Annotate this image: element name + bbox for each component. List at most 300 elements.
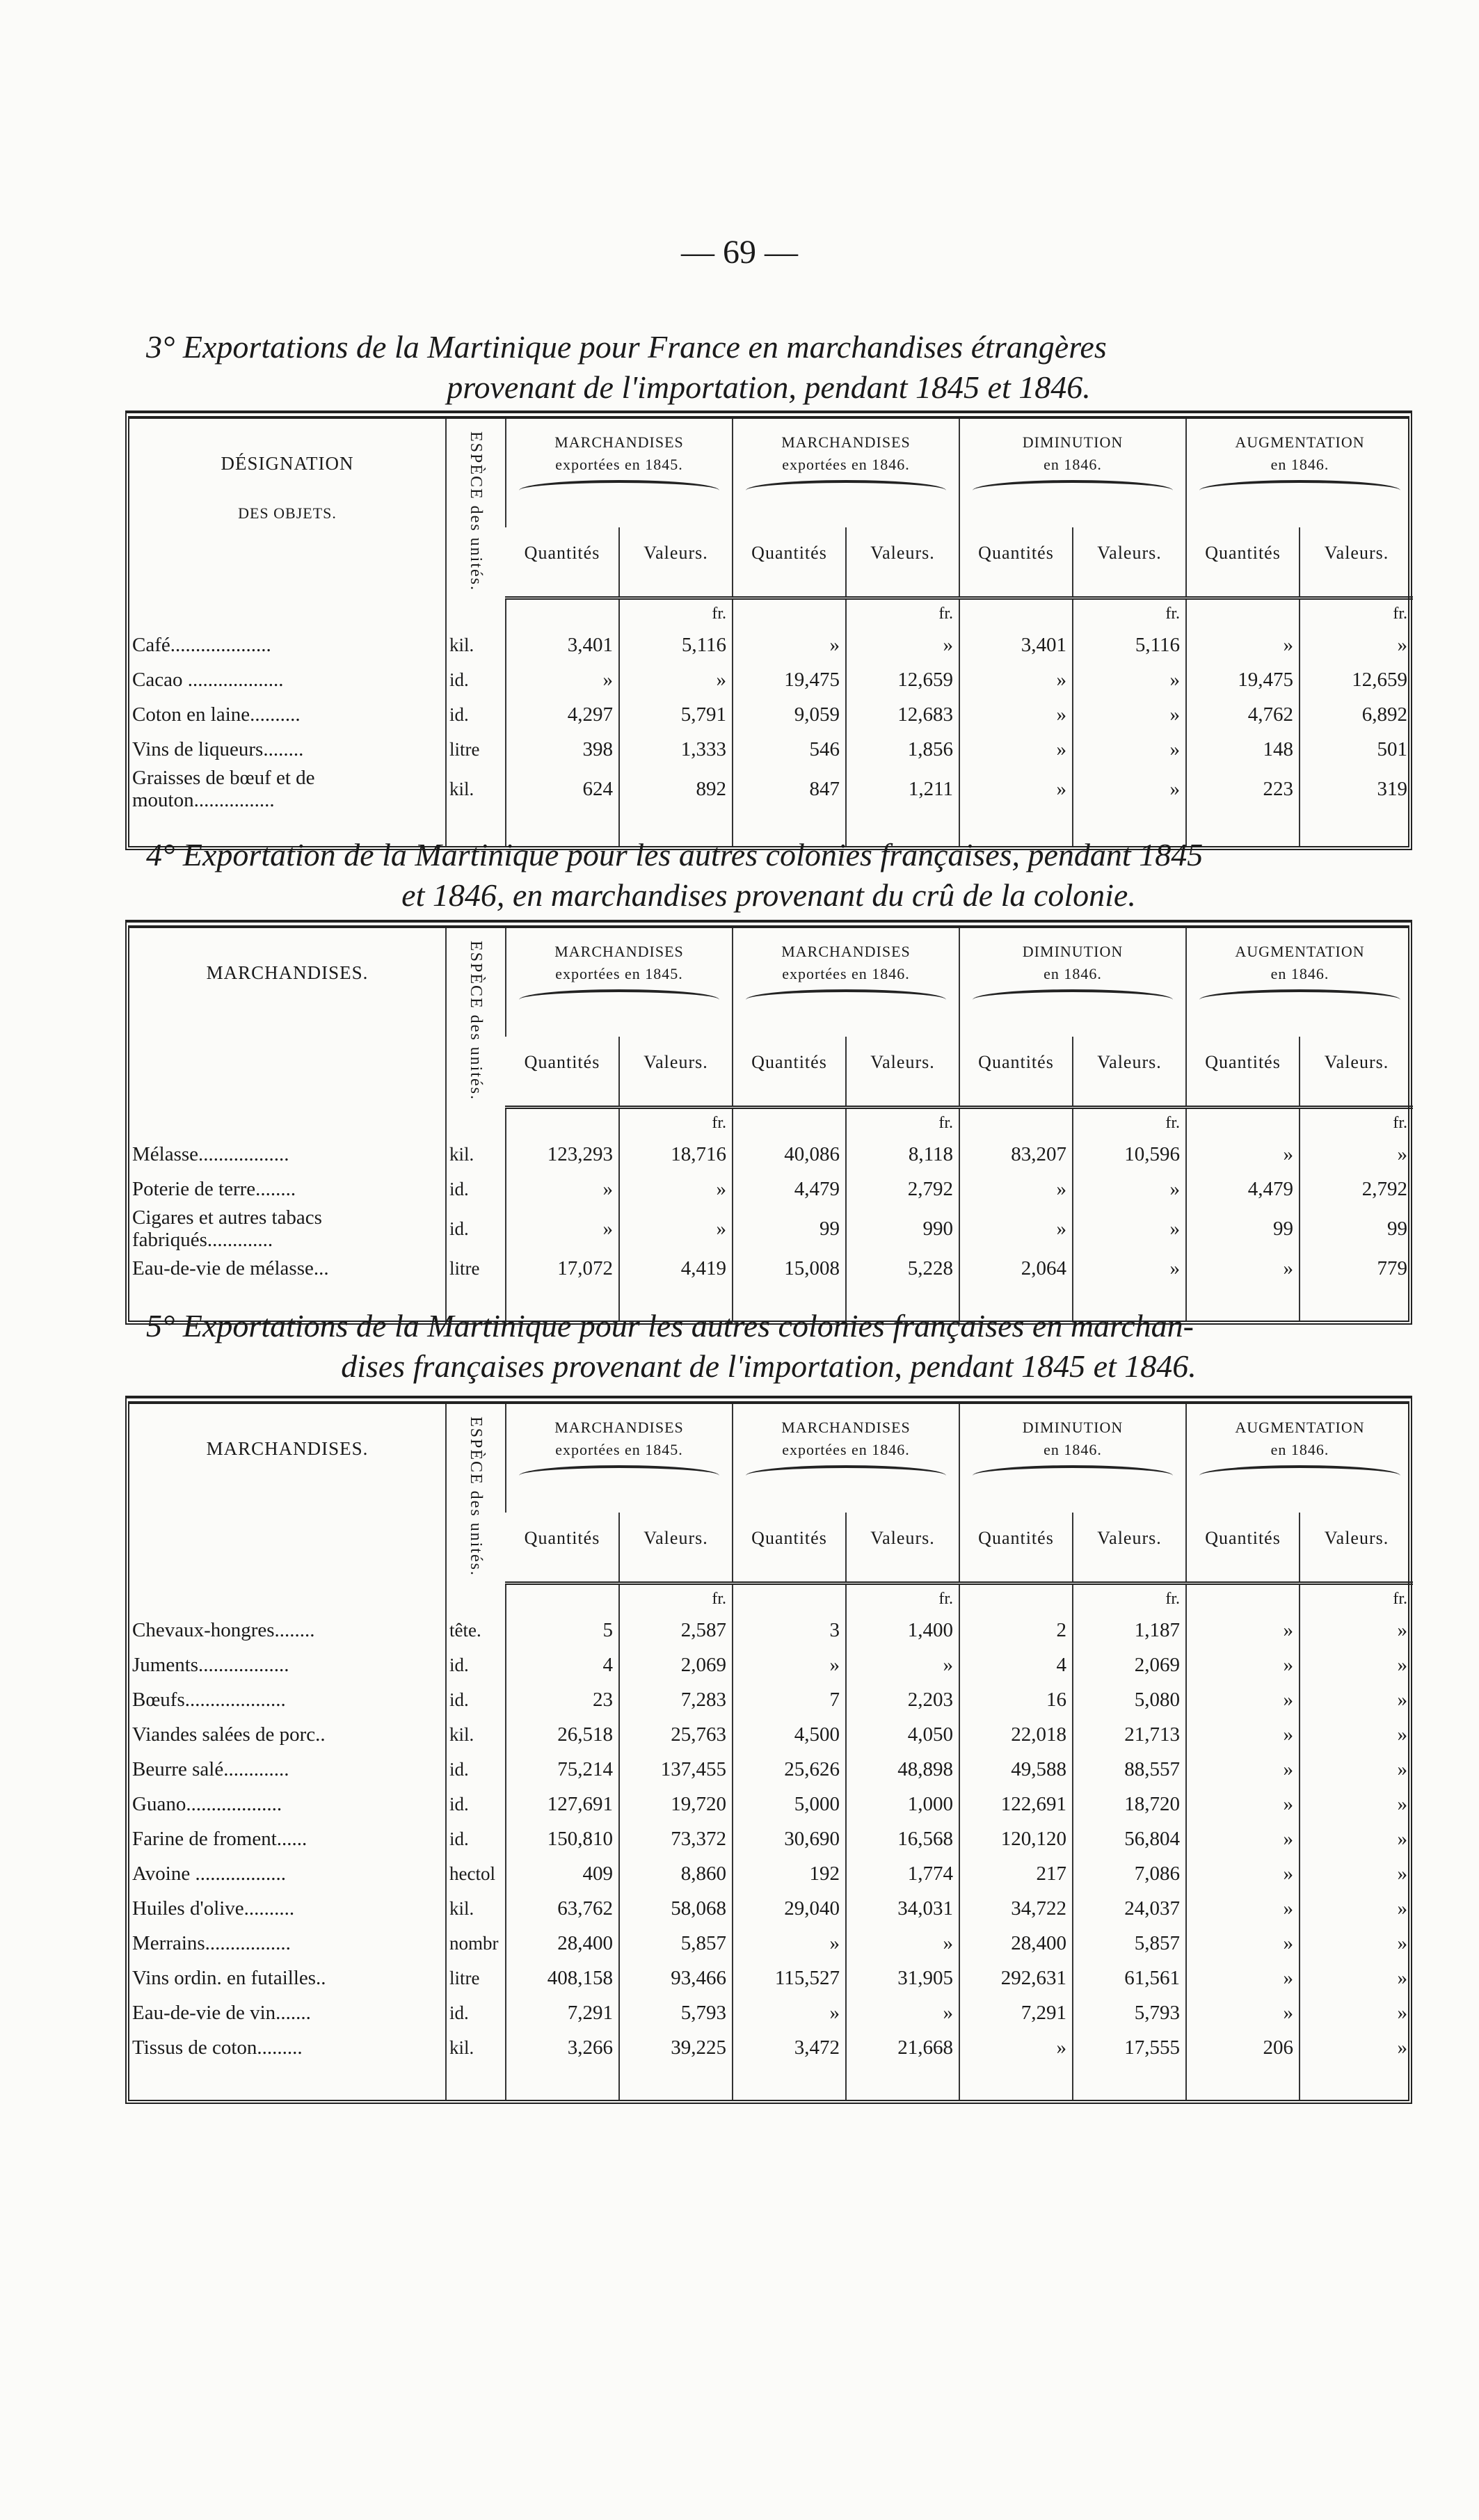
value-cell: 8,860 (619, 1856, 733, 1891)
franc-label: fr. (619, 1583, 733, 1613)
unit-cell: litre (446, 1251, 506, 1286)
franc-label: fr. (1073, 1583, 1186, 1613)
value-cell: 29,040 (733, 1891, 846, 1926)
unit-cell: id. (446, 1682, 506, 1717)
table-row (129, 732, 1413, 767)
value-cell: 5,793 (619, 1995, 733, 2030)
value-cell: 223 (1186, 767, 1300, 811)
value-cell: 501 (1300, 732, 1413, 767)
table-row (129, 1961, 1413, 1995)
unit-cell: tête. (446, 1613, 506, 1648)
value-cell: 2,587 (619, 1613, 733, 1648)
table-row (129, 1251, 1413, 1286)
value-cell: 19,475 (733, 662, 846, 697)
table-row (129, 1206, 1413, 1251)
value-cell: 3,472 (733, 2030, 846, 2065)
value-cell: » (733, 1995, 846, 2030)
value-cell: 63,762 (506, 1891, 619, 1926)
heading-line-1: 5° Exportations de la Martinique pour les autres colonies françaises en marchan- (146, 1308, 1194, 1343)
franc-label: fr. (846, 1583, 959, 1613)
value-cell: 4,297 (506, 697, 619, 732)
heading-line-2: provenant de l'importation, pendant 1845 et 1846. (447, 369, 1091, 405)
value-cell: » (846, 1926, 959, 1961)
value-cell: » (1073, 767, 1186, 811)
value-cell: 7,291 (959, 1995, 1073, 2030)
unit-cell: kil. (446, 1891, 506, 1926)
franc-label: fr. (1073, 598, 1186, 628)
value-cell: 5 (506, 1613, 619, 1648)
value-cell: 4 (506, 1648, 619, 1682)
item-name: Beurre salé............. (132, 1757, 289, 1780)
table-row (129, 1891, 1413, 1926)
value-cell: 19,720 (619, 1787, 733, 1821)
franc-label: fr. (846, 1107, 959, 1137)
value-cell: » (1300, 1961, 1413, 1995)
value-cell: 2,203 (846, 1682, 959, 1717)
value-cell: 12,683 (846, 697, 959, 732)
item-name: Cigares et autres tabacs fabriqués............. (132, 1206, 322, 1251)
value-header: Valeurs. (846, 527, 959, 598)
item-name: Avoine .................. (132, 1862, 286, 1885)
franc-label: fr. (619, 1107, 733, 1137)
value-cell: » (846, 1648, 959, 1682)
value-cell: 3,401 (959, 628, 1073, 662)
quantity-header: Quantités (733, 527, 846, 598)
table-row (129, 1787, 1413, 1821)
brace-icon (973, 1465, 1173, 1486)
unit-cell: id. (446, 1752, 506, 1787)
value-cell: » (1073, 1251, 1186, 1286)
table-row (129, 1682, 1413, 1717)
value-cell: 4,500 (733, 1717, 846, 1752)
value-header: Valeurs. (846, 1513, 959, 1583)
value-cell: 26,518 (506, 1717, 619, 1752)
value-header: Valeurs. (619, 1513, 733, 1583)
value-cell: » (1186, 1137, 1300, 1172)
item-name: Bœufs.................... (132, 1688, 286, 1711)
quantity-header: Quantités (506, 1513, 619, 1583)
table-row (129, 1752, 1413, 1787)
value-cell: 4,050 (846, 1717, 959, 1752)
value-cell: 40,086 (733, 1137, 846, 1172)
value-cell: » (1300, 1613, 1413, 1648)
value-cell: 28,400 (506, 1926, 619, 1961)
value-cell: 19,475 (1186, 662, 1300, 697)
value-cell: » (733, 1648, 846, 1682)
quantity-header: Quantités (1186, 1513, 1300, 1583)
franc-label: fr. (1300, 1583, 1413, 1613)
franc-label: fr. (1073, 1107, 1186, 1137)
value-cell: 7,086 (1073, 1856, 1186, 1891)
quantity-header: Quantités (959, 527, 1073, 598)
value-cell: 4,479 (1186, 1172, 1300, 1206)
group-header: AUGMENTATION en 1846. (1186, 1404, 1413, 1513)
value-cell: 319 (1300, 767, 1413, 811)
value-cell: 16,568 (846, 1821, 959, 1856)
value-cell: 2,792 (846, 1172, 959, 1206)
item-name: Vins ordin. en futailles.. (132, 1966, 326, 1989)
item-name: Poterie de terre........ (132, 1177, 296, 1200)
value-cell: » (1300, 1821, 1413, 1856)
unit-cell: hectol (446, 1856, 506, 1891)
value-cell: 88,557 (1073, 1752, 1186, 1787)
value-cell: 17,072 (506, 1251, 619, 1286)
value-cell: » (1300, 1995, 1413, 2030)
franc-label: fr. (1300, 598, 1413, 628)
table-row (129, 1926, 1413, 1961)
value-header: Valeurs. (1073, 1513, 1186, 1583)
section-heading (125, 327, 1412, 408)
group-header: DIMINUTION en 1846. (959, 928, 1186, 1037)
value-cell: 15,008 (733, 1251, 846, 1286)
value-cell: » (619, 1206, 733, 1251)
brace-icon (1199, 989, 1400, 1010)
value-cell: 4,479 (733, 1172, 846, 1206)
value-cell: » (1300, 1717, 1413, 1752)
unit-cell: kil. (446, 628, 506, 662)
item-name: Viandes salées de porc.. (132, 1723, 326, 1746)
value-cell: » (1186, 1787, 1300, 1821)
value-cell: 990 (846, 1206, 959, 1251)
value-header: Valeurs. (1300, 527, 1413, 598)
quantity-header: Quantités (506, 527, 619, 598)
value-cell: 122,691 (959, 1787, 1073, 1821)
export-table (125, 410, 1412, 850)
group-header: MARCHANDISES exportées en 1845. (506, 419, 733, 527)
value-cell: 25,626 (733, 1752, 846, 1787)
value-cell: 123,293 (506, 1137, 619, 1172)
value-cell: » (1186, 1891, 1300, 1926)
value-cell: 99 (1300, 1206, 1413, 1251)
value-cell: 4,419 (619, 1251, 733, 1286)
item-name: Chevaux-hongres........ (132, 1618, 315, 1641)
table-row (129, 1648, 1413, 1682)
value-cell: 18,716 (619, 1137, 733, 1172)
item-name: Mélasse.................. (132, 1142, 289, 1165)
export-table (125, 1396, 1412, 2104)
value-cell: 9,059 (733, 697, 846, 732)
unit-cell: id. (446, 1821, 506, 1856)
value-cell: » (1186, 1648, 1300, 1682)
group-header: MARCHANDISES exportées en 1846. (733, 419, 959, 527)
value-cell: 2,792 (1300, 1172, 1413, 1206)
table-row (129, 1172, 1413, 1206)
section-heading (125, 1306, 1412, 1387)
value-cell: » (1186, 628, 1300, 662)
value-cell: 49,588 (959, 1752, 1073, 1787)
value-cell: 2 (959, 1613, 1073, 1648)
value-cell: » (959, 1206, 1073, 1251)
brace-icon (746, 1465, 946, 1486)
value-cell: 34,031 (846, 1891, 959, 1926)
value-cell: 4,762 (1186, 697, 1300, 732)
value-cell: » (846, 1995, 959, 2030)
quantity-header: Quantités (733, 1037, 846, 1107)
heading-line-2: dises françaises provenant de l'importation, pendant 1845 et 1846. (341, 1348, 1197, 1384)
value-cell: 48,898 (846, 1752, 959, 1787)
value-cell: 7 (733, 1682, 846, 1717)
value-cell: » (1186, 1926, 1300, 1961)
quantity-header: Quantités (959, 1513, 1073, 1583)
brace-icon (746, 480, 946, 501)
value-cell: 99 (1186, 1206, 1300, 1251)
value-cell: 5,857 (1073, 1926, 1186, 1961)
value-cell: 6,892 (1300, 697, 1413, 732)
table-row (129, 697, 1413, 732)
value-cell: » (1073, 662, 1186, 697)
value-cell: 8,118 (846, 1137, 959, 1172)
table-row (129, 1137, 1413, 1172)
unit-cell: id. (446, 662, 506, 697)
section-heading (125, 835, 1412, 916)
value-cell: » (1300, 1682, 1413, 1717)
value-cell: » (1300, 1752, 1413, 1787)
value-cell: » (1300, 1891, 1413, 1926)
value-cell: 12,659 (1300, 662, 1413, 697)
quantity-header: Quantités (1186, 527, 1300, 598)
value-cell: » (1186, 1717, 1300, 1752)
value-cell: 192 (733, 1856, 846, 1891)
value-header: Valeurs. (1073, 1037, 1186, 1107)
value-cell: 5,080 (1073, 1682, 1186, 1717)
unit-cell: kil. (446, 1717, 506, 1752)
value-cell: » (1186, 1995, 1300, 2030)
table-row (129, 1821, 1413, 1856)
value-cell: » (1186, 1682, 1300, 1717)
brace-icon (1199, 1465, 1400, 1486)
unit-cell: kil. (446, 2030, 506, 2065)
quantity-header: Quantités (506, 1037, 619, 1107)
value-cell: 12,659 (846, 662, 959, 697)
item-name: Huiles d'olive.......... (132, 1897, 295, 1920)
group-header: AUGMENTATION en 1846. (1186, 419, 1413, 527)
item-name: Guano................... (132, 1792, 282, 1815)
value-cell: 18,720 (1073, 1787, 1186, 1821)
unit-header: ESPÈCE des unités. (446, 419, 506, 598)
value-cell: » (733, 1926, 846, 1961)
value-cell: » (1186, 1752, 1300, 1787)
group-header: DIMINUTION en 1846. (959, 419, 1186, 527)
value-cell: 61,561 (1073, 1961, 1186, 1995)
value-cell: » (733, 628, 846, 662)
value-cell: 21,713 (1073, 1717, 1186, 1752)
table-row (129, 1613, 1413, 1648)
value-cell: » (959, 697, 1073, 732)
value-cell: » (1300, 1926, 1413, 1961)
value-cell: » (959, 662, 1073, 697)
value-cell: 5,116 (1073, 628, 1186, 662)
value-cell: 847 (733, 767, 846, 811)
first-column-header: MARCHANDISES. (206, 1438, 369, 1459)
table-row (129, 767, 1413, 811)
value-cell: 58,068 (619, 1891, 733, 1926)
value-cell: » (1186, 1613, 1300, 1648)
value-cell: » (1300, 1648, 1413, 1682)
item-name: Café.................... (132, 633, 271, 656)
value-cell: 75,214 (506, 1752, 619, 1787)
value-cell: 30,690 (733, 1821, 846, 1856)
value-cell: » (1073, 1172, 1186, 1206)
value-cell: » (1073, 732, 1186, 767)
value-cell: » (959, 2030, 1073, 2065)
brace-icon (519, 989, 719, 1010)
item-name: Merrains................. (132, 1931, 291, 1954)
quantity-header: Quantités (959, 1037, 1073, 1107)
unit-cell: kil. (446, 767, 506, 811)
value-cell: 5,116 (619, 628, 733, 662)
value-cell: 39,225 (619, 2030, 733, 2065)
value-header: Valeurs. (1073, 527, 1186, 598)
unit-cell: id. (446, 1787, 506, 1821)
value-cell: 779 (1300, 1251, 1413, 1286)
value-cell: 137,455 (619, 1752, 733, 1787)
value-cell: 408,158 (506, 1961, 619, 1995)
value-cell: 206 (1186, 2030, 1300, 2065)
value-cell: » (506, 1172, 619, 1206)
value-cell: 34,722 (959, 1891, 1073, 1926)
value-cell: » (959, 732, 1073, 767)
value-cell: 23 (506, 1682, 619, 1717)
item-name: Eau-de-vie de vin....... (132, 2001, 311, 2024)
value-cell: 1,187 (1073, 1613, 1186, 1648)
value-cell: 1,333 (619, 732, 733, 767)
value-cell: 22,018 (959, 1717, 1073, 1752)
value-cell: 217 (959, 1856, 1073, 1891)
franc-label: fr. (619, 598, 733, 628)
group-header: MARCHANDISES exportées en 1845. (506, 1404, 733, 1513)
value-cell: 546 (733, 732, 846, 767)
value-header: Valeurs. (846, 1037, 959, 1107)
brace-icon (746, 989, 946, 1010)
value-cell: » (1186, 1961, 1300, 1995)
value-cell: » (846, 628, 959, 662)
heading-line-2: et 1846, en marchandises provenant du crû de la colonie. (401, 877, 1136, 913)
value-cell: 148 (1186, 732, 1300, 767)
value-cell: 1,774 (846, 1856, 959, 1891)
value-cell: 24,037 (1073, 1891, 1186, 1926)
value-header: Valeurs. (619, 527, 733, 598)
value-cell: 127,691 (506, 1787, 619, 1821)
value-cell: 1,211 (846, 767, 959, 811)
table-row (129, 1995, 1413, 2030)
table-row (129, 662, 1413, 697)
unit-cell: kil. (446, 1137, 506, 1172)
value-cell: 5,228 (846, 1251, 959, 1286)
value-header: Valeurs. (1300, 1513, 1413, 1583)
value-cell: » (1186, 1856, 1300, 1891)
unit-cell: id. (446, 1172, 506, 1206)
value-cell: 16 (959, 1682, 1073, 1717)
item-name: Graisses de bœuf et de mouton................ (132, 766, 315, 811)
value-cell: 892 (619, 767, 733, 811)
value-cell: 3 (733, 1613, 846, 1648)
group-header: MARCHANDISES exportées en 1846. (733, 1404, 959, 1513)
item-name: Farine de froment...... (132, 1827, 307, 1850)
value-cell: » (1073, 697, 1186, 732)
value-cell: 3,401 (506, 628, 619, 662)
table-row (129, 1717, 1413, 1752)
value-cell: 99 (733, 1206, 846, 1251)
value-cell: 10,596 (1073, 1137, 1186, 1172)
value-cell: » (1300, 1856, 1413, 1891)
quantity-header: Quantités (1186, 1037, 1300, 1107)
brace-icon (519, 480, 719, 501)
item-name: Coton en laine.......... (132, 703, 301, 726)
unit-cell: id. (446, 1995, 506, 2030)
value-cell: » (506, 662, 619, 697)
value-cell: 17,555 (1073, 2030, 1186, 2065)
item-name: Tissus de coton......... (132, 2036, 303, 2059)
heading-line-1: 4° Exportation de la Martinique pour les autres colonies françaises, pendant 1845 (146, 837, 1204, 872)
value-cell: 73,372 (619, 1821, 733, 1856)
export-table (125, 920, 1412, 1325)
table-row (129, 1856, 1413, 1891)
value-cell: 2,064 (959, 1251, 1073, 1286)
first-column-header: MARCHANDISES. (206, 962, 369, 983)
value-cell: 1,000 (846, 1787, 959, 1821)
value-cell: 7,291 (506, 1995, 619, 2030)
unit-header: ESPÈCE des unités. (446, 1404, 506, 1583)
unit-header: ESPÈCE des unités. (446, 928, 506, 1107)
value-header: Valeurs. (1300, 1037, 1413, 1107)
value-cell: 83,207 (959, 1137, 1073, 1172)
value-cell: 25,763 (619, 1717, 733, 1752)
group-header: MARCHANDISES exportées en 1846. (733, 928, 959, 1037)
value-cell: 31,905 (846, 1961, 959, 1995)
unit-cell: litre (446, 732, 506, 767)
value-cell: 398 (506, 732, 619, 767)
value-cell: » (1073, 1206, 1186, 1251)
value-cell: » (1300, 1137, 1413, 1172)
group-header: MARCHANDISES exportées en 1845. (506, 928, 733, 1037)
value-cell: 5,791 (619, 697, 733, 732)
franc-label: fr. (846, 598, 959, 628)
unit-cell: id. (446, 1206, 506, 1251)
group-header: AUGMENTATION en 1846. (1186, 928, 1413, 1037)
group-header: DIMINUTION en 1846. (959, 1404, 1186, 1513)
value-cell: » (959, 767, 1073, 811)
heading-line-1: 3° Exportations de la Martinique pour France en marchandises étrangères (146, 329, 1107, 365)
value-cell: 115,527 (733, 1961, 846, 1995)
page-number: — 69 — (681, 234, 798, 271)
value-cell: 21,668 (846, 2030, 959, 2065)
table-row (129, 628, 1413, 662)
quantity-header: Quantités (733, 1513, 846, 1583)
brace-icon (1199, 480, 1400, 501)
value-cell: 120,120 (959, 1821, 1073, 1856)
value-cell: 3,266 (506, 2030, 619, 2065)
value-cell: 624 (506, 767, 619, 811)
value-cell: » (1186, 1251, 1300, 1286)
unit-cell: id. (446, 697, 506, 732)
table-row (129, 2030, 1413, 2065)
value-cell: » (1300, 628, 1413, 662)
value-cell: 56,804 (1073, 1821, 1186, 1856)
brace-icon (519, 1465, 719, 1486)
value-cell: 5,000 (733, 1787, 846, 1821)
value-cell: 2,069 (1073, 1648, 1186, 1682)
value-cell: » (1186, 1821, 1300, 1856)
value-header: Valeurs. (619, 1037, 733, 1107)
value-cell: 7,283 (619, 1682, 733, 1717)
unit-cell: id. (446, 1648, 506, 1682)
value-cell: 5,793 (1073, 1995, 1186, 2030)
value-cell: 5,857 (619, 1926, 733, 1961)
value-cell: 2,069 (619, 1648, 733, 1682)
first-column-header: DÉSIGNATION DES OBJETS. (221, 453, 354, 522)
value-cell: 1,400 (846, 1613, 959, 1648)
value-cell: » (619, 1172, 733, 1206)
